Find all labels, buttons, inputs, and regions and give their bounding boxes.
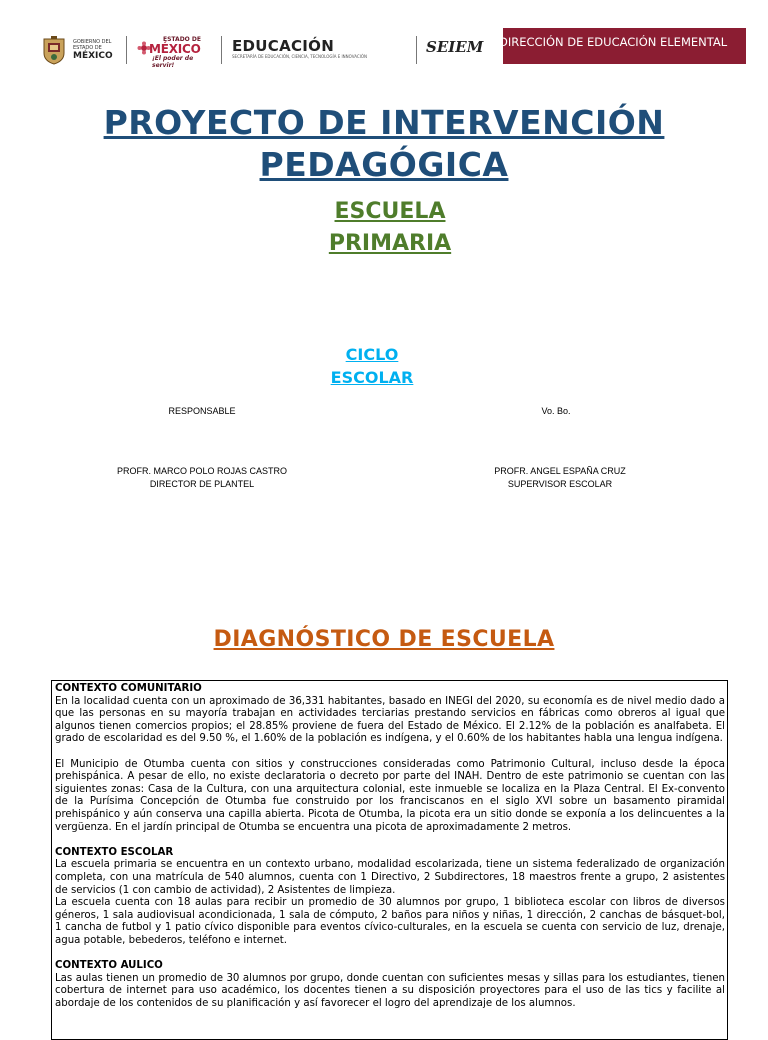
school-context-paragraph: La escuela primaria se encuentra en un contexto urbano, modalidad escolarizada, tiene un sistema federalizado de organización completa, con una matrícula de 540 alumnos, cuenta con 1 Directivo, 2 Subdirectores, 18 maestros frente a grupo, 2 asistentes de servicios (1 con cambio de actividad), 2 Asistentes de limpieza.	[55, 859, 725, 896]
state-government-logo	[40, 34, 124, 66]
educacion-logo	[232, 37, 412, 63]
edomex-logo-line1: ESTADO DE	[163, 36, 201, 43]
director-name: PROFR. MARCO POLO ROJAS CASTRO	[116, 466, 288, 476]
classroom-context-heading: CONTEXTO AULICO	[55, 960, 163, 972]
project-title: PROYECTO DE INTERVENCIÓN PEDAGÓGICA	[103, 103, 665, 184]
responsible-label: RESPONSABLE	[168, 406, 236, 416]
edomex-logo-slogan: ¡El poder de servir!	[152, 55, 194, 69]
header-divider	[126, 36, 127, 64]
educacion-logo-word: EDUCACIÓN	[232, 37, 335, 55]
edomex-logo-line2: MÉXICO	[149, 42, 201, 56]
diagnostic-table	[51, 680, 728, 1040]
educacion-logo-subtitle: SECRETARÍA DE EDUCACIÓN, CIENCIA, TECNOLOGÍA E INNOVACIÓN	[232, 54, 368, 59]
supervisor-signature	[430, 465, 690, 491]
direction-banner-text: DIRECCIÓN DE EDUCACIÓN ELEMENTAL	[499, 35, 728, 49]
diagnostic-title: DIAGNÓSTICO DE ESCUELA	[213, 627, 555, 652]
community-heritage-paragraph: El Municipio de Otumba cuenta con sitios y construcciones consideradas como Patrimonio Cultural, incluso desde la época prehispánica. A pesar de ello, no existe declaratoria o decreto por parte del INAH. Dentro de este patrimonio se cuentan con las siguientes zonas: Casa de la Cultura, con una arquitectura colonial, este inmueble se localiza en la Plaza Central. El Ex-convento de la Purísima Concepción de Otumba fue construido por los franciscanos en el siglo XVI sobre un basamento piramidal prehispánico y aún conserva una capilla abierta. Picota de Otumba, la picota era un sitio donde se exponía a los delincuentes a la vergüenza. En el jardín principal de Otumba se encuentra una picota de aproximadamente 2 metros.	[55, 758, 725, 833]
seiem-logo: SEIEM	[426, 38, 484, 56]
gov-logo-line3: MÉXICO	[73, 51, 113, 61]
school-cycle-heading: CICLO ESCOLAR	[330, 345, 414, 387]
classroom-context-paragraph: Las aulas tienen un promedio de 30 alumnos por grupo, donde cuentan con suficientes mesas y sillas para los estudiantes, tienen cobertura de internet para uso académico, los docentes tienen a su disposición proyectores para el uso de las tics y facilite al abordaje de los contenidos de su planificación y así favorecer el logro del aprendizaje de los alumnos.	[55, 972, 725, 1009]
community-context-heading: CONTEXTO COMUNITARIO	[55, 683, 202, 694]
supervisor-role: SUPERVISOR ESCOLAR	[507, 479, 613, 489]
state-seal-icon	[40, 35, 68, 65]
header-divider	[221, 36, 222, 64]
school-facilities-paragraph: La escuela cuenta con 18 aulas para recibir un promedio de 30 alumnos por grupo, 1 biblioteca escolar con libros de diversos géneros, 1 sala audiovisual acondicionada, 1 sala de cómputo, 2 baños para niños y niñas, 1 dirección, 2 canchas de básquet-bol, 1 cancha de futbol y 1 patio cívico disponible para eventos cívico-culturales, en la escuela se cuenta con servicio de luz, drenaje, agua potable, bebederos, teléfono e internet.	[55, 897, 725, 946]
director-role: DIRECTOR DE PLANTEL	[149, 479, 255, 489]
school-context-heading: CONTEXTO ESCOLAR	[55, 846, 174, 858]
gov-logo-line2: ESTADO DE	[73, 45, 102, 51]
director-signature	[72, 465, 332, 491]
direction-banner	[499, 28, 746, 64]
gov-logo-line1: GOBIERNO DEL	[73, 39, 112, 45]
header-divider	[416, 36, 417, 64]
school-type-heading: ESCUELA PRIMARIA	[328, 199, 452, 256]
edomex-logo	[137, 36, 217, 69]
community-context-paragraph: En la localidad cuenta con un aproximado de 36,331 habitantes, basado en INEGI del 2020, su economía es de nivel medio dado a que las personas en su mayoría trabajan en actividades terciarias prestando servicios en fábricas como obreros al igual que algunos tienen comercios propios; el 28.85% proviene de fuera del Estado de México. El 2.12% de la población es analfabeta. El grado de escolaridad es del 9.50 %, el 1.60% de la población es indígena, y el 0.60% de los habitantes habla una lengua indígena.	[55, 695, 725, 745]
approval-label: Vo. Bo.	[541, 406, 571, 416]
supervisor-name: PROFR. ANGEL ESPAÑA CRUZ	[494, 466, 626, 476]
